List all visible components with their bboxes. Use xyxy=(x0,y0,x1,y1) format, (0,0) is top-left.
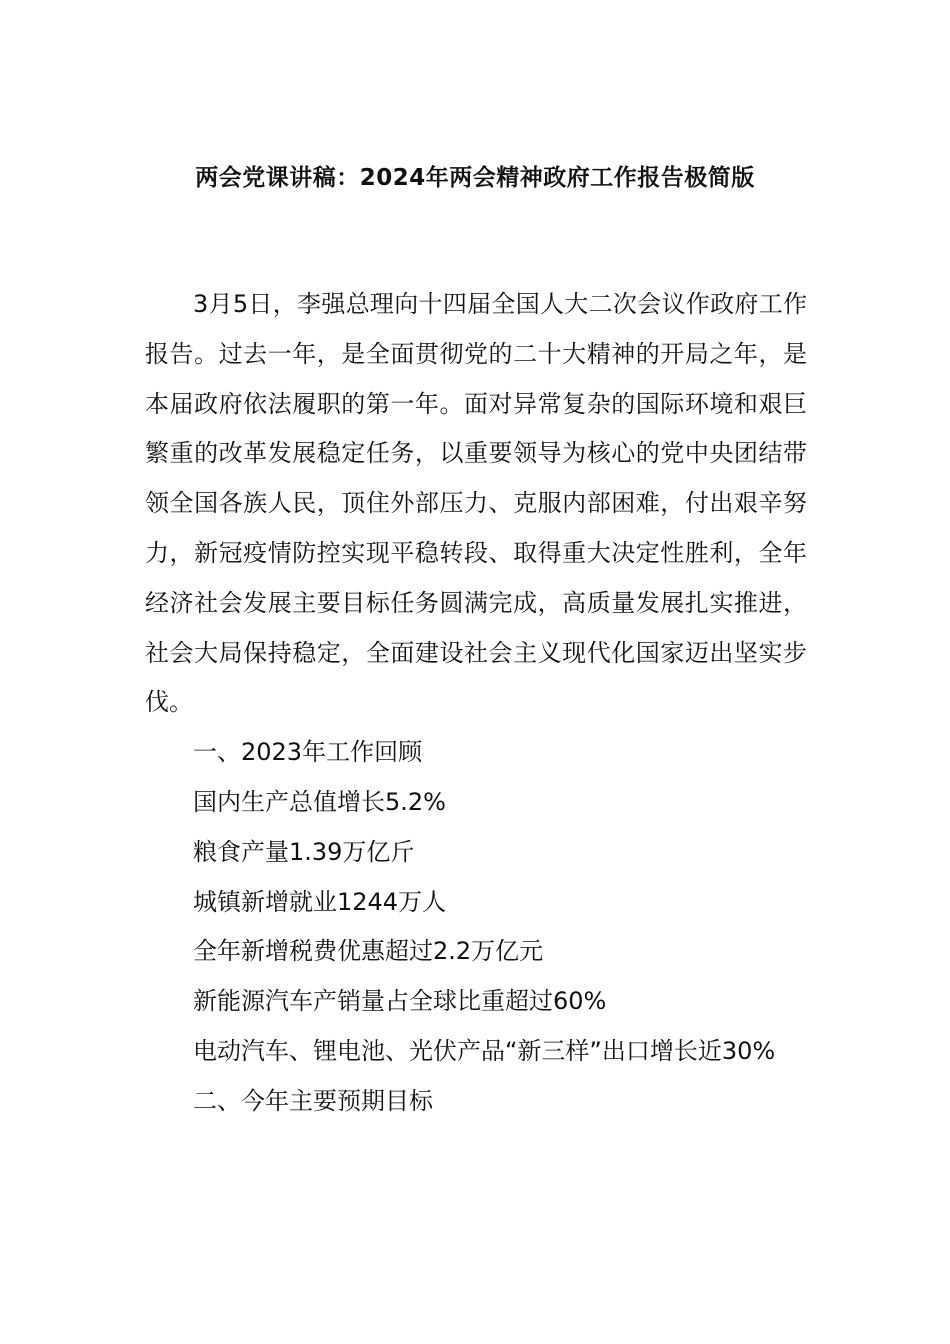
list-item: 电动汽车、锂电池、光伏产品“新三样”出口增长近30% xyxy=(193,1036,776,1065)
list-item: 新能源汽车产销量占全球比重超过60% xyxy=(193,987,607,1016)
section-heading-review: 一、2023年工作回顾 xyxy=(193,738,423,767)
section-heading-targets: 二、今年主要预期目标 xyxy=(193,1086,433,1115)
list-item: 国内生产总值增长5.2% xyxy=(193,787,446,816)
document-title: 两会党课讲稿：2024年两会精神政府工作报告极简版 xyxy=(195,165,755,191)
list-item: 城镇新增就业1244万人 xyxy=(193,887,447,916)
intro-paragraph: 3月5日，李强总理向十四届全国人大二次会议作政府工作报告。过去一年，是全面贯彻党的二十大精神的开局之年，是本届政府依法履职的第一年。面对异常复杂的国际环境和艰巨繁重的改革发展稳定任务，以重要领导为核心的党中央团结带领全国各族人民，顶住外部压力、克服内部困难，付出艰辛努力，新冠疫情防控实现平稳转段、取得重大决定性胜利，全年经济社会发展主要目标任务圆满完成，高质量发展扎实推进，社会大局保持稳定，全面建设社会主义现代化国家迈出坚实步伐。 xyxy=(145,290,807,717)
list-item: 粮食产量1.39万亿斤 xyxy=(193,837,415,866)
document-body xyxy=(145,280,807,1127)
list-item: 全年新增税费优惠超过2.2万亿元 xyxy=(193,937,544,966)
